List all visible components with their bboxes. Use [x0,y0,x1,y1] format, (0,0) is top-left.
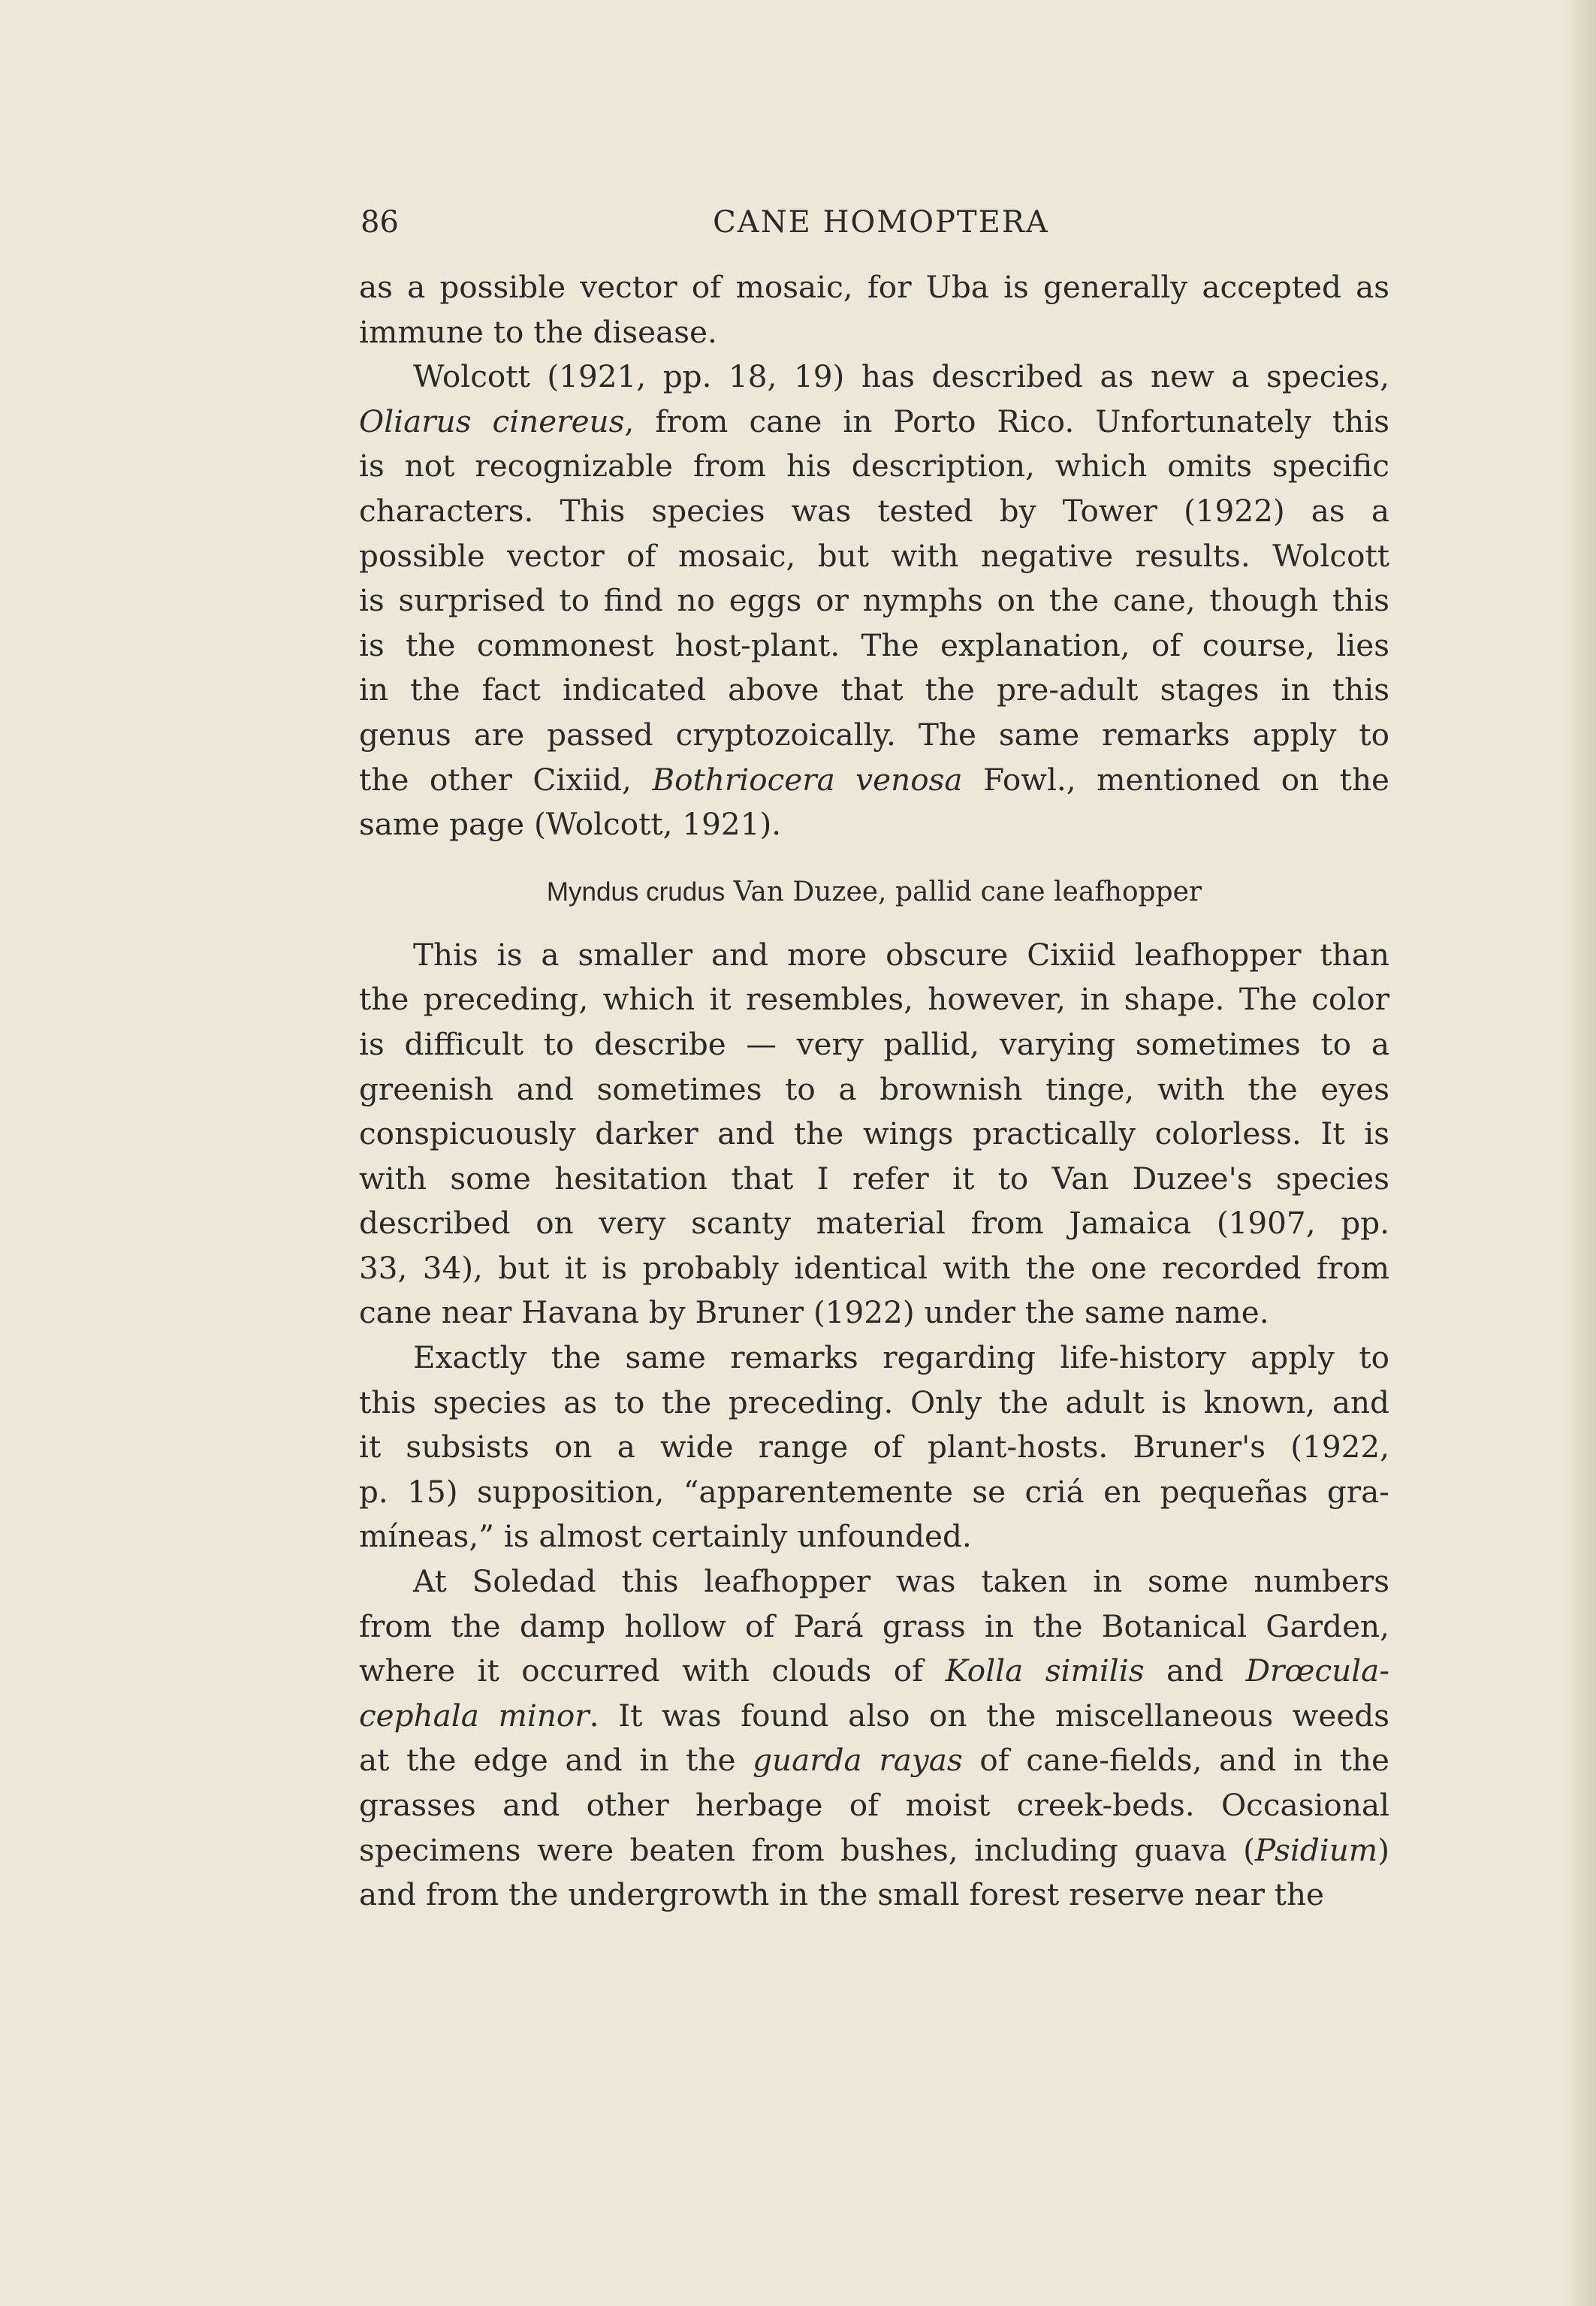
section-heading [359,873,1389,912]
text-line: immune to the disease. [359,313,717,350]
text-line: is surprised to find no eggs or nymphs on the cane, though this [359,582,1389,619]
text-line: cephala minor. It was found also on the miscellaneous weeds [359,1697,1389,1734]
paragraph-p3 [359,933,1389,1336]
text-line: is the commonest host-plant. The explanation, of course, lies [359,626,1389,663]
text-line: Oliarus cinereus, from cane in Porto Rico. Unfortunately this [359,403,1389,439]
text-line: same page (Wolcott, 1921). [359,806,782,843]
text-line: and from the undergrowth in the small forest reserve near the [359,1876,1325,1913]
body-text [359,265,1389,1918]
heading-common-name: Van Duzee, pallid cane leafhopper [725,876,1202,907]
paragraph-group-before-heading [359,265,1389,847]
text-line: where it occurred with clouds of Kolla similis and Drœcula- [359,1653,1389,1689]
text-line: possible vector of mosaic, but with negative results. Wolcott [359,537,1389,574]
running-title: CANE HOMOPTERA [713,205,1049,240]
text-line: characters. This species was tested by Tower (1922) as a [359,492,1389,529]
paragraph-p1 [359,265,1389,355]
text-line: cane near Havana by Bruner (1922) under the same name. [359,1294,1269,1331]
text-line: specimens were beaten from bushes, including guava (Psidium) [359,1831,1389,1868]
page-edge-shadow [1566,0,1596,2306]
text-line: This is a smaller and more obscure Cixiid leafhopper than [413,936,1389,973]
text-line: the other Cixiid, Bothriocera venosa Fowl., mentioned on the [359,761,1389,798]
text-line: the preceding, which it resembles, however, in shape. The color [359,981,1389,1018]
text-line: at the edge and in the guarda rayas of cane-fields, and in the [359,1742,1389,1779]
text-line: Wolcott (1921, pp. 18, 19) has described as new a species, [413,358,1389,395]
text-line: from the damp hollow of Pará grass in the Botanical Garden, [359,1607,1389,1644]
text-line: Exactly the same remarks regarding life-history apply to [413,1339,1389,1376]
text-line: with some hesitation that I refer it to Van Duzee's species [359,1160,1389,1197]
text-line: is not recognizable from his description, which omits specific [359,448,1389,484]
heading-species-name: Myndus crudus [546,877,726,907]
text-line: At Soledad this leafhopper was taken in some numbers [413,1563,1389,1600]
text-line: as a possible vector of mosaic, for Uba is generally accepted as [359,269,1389,305]
text-line: greenish and sometimes to a brownish tinge, with the eyes [359,1070,1389,1107]
text-line: is difficult to describe — very pallid, varying sometimes to a [359,1025,1389,1062]
running-head [361,201,1391,243]
text-line: genus are passed cryptozoically. The same remarks apply to [359,716,1389,753]
text-line: it subsists on a wide range of plant-hosts. Bruner's (1922, [359,1429,1389,1465]
text-line: míneas,” is almost certainly unfounded. [359,1518,972,1555]
paragraph-group-after-heading [359,933,1389,1918]
paragraph-p4 [359,1336,1389,1559]
text-line: conspicuously darker and the wings practically colorless. It is [359,1115,1389,1152]
paragraph-p5 [359,1559,1389,1918]
text-line: this species as to the preceding. Only the adult is known, and [359,1384,1389,1420]
page-number: 86 [361,205,399,240]
text-line: in the fact indicated above that the pre-adult stages in this [359,672,1389,708]
paragraph-p2 [359,355,1389,847]
text-line: 33, 34), but it is probably identical with the one recorded from [359,1249,1389,1286]
text-line: described on very scanty material from Jamaica (1907, pp. [359,1205,1389,1242]
text-line: grasses and other herbage of moist creek-beds. Occasional [359,1787,1389,1823]
text-line: p. 15) supposition, “apparentemente se criá en pequeñas gra- [359,1473,1389,1510]
